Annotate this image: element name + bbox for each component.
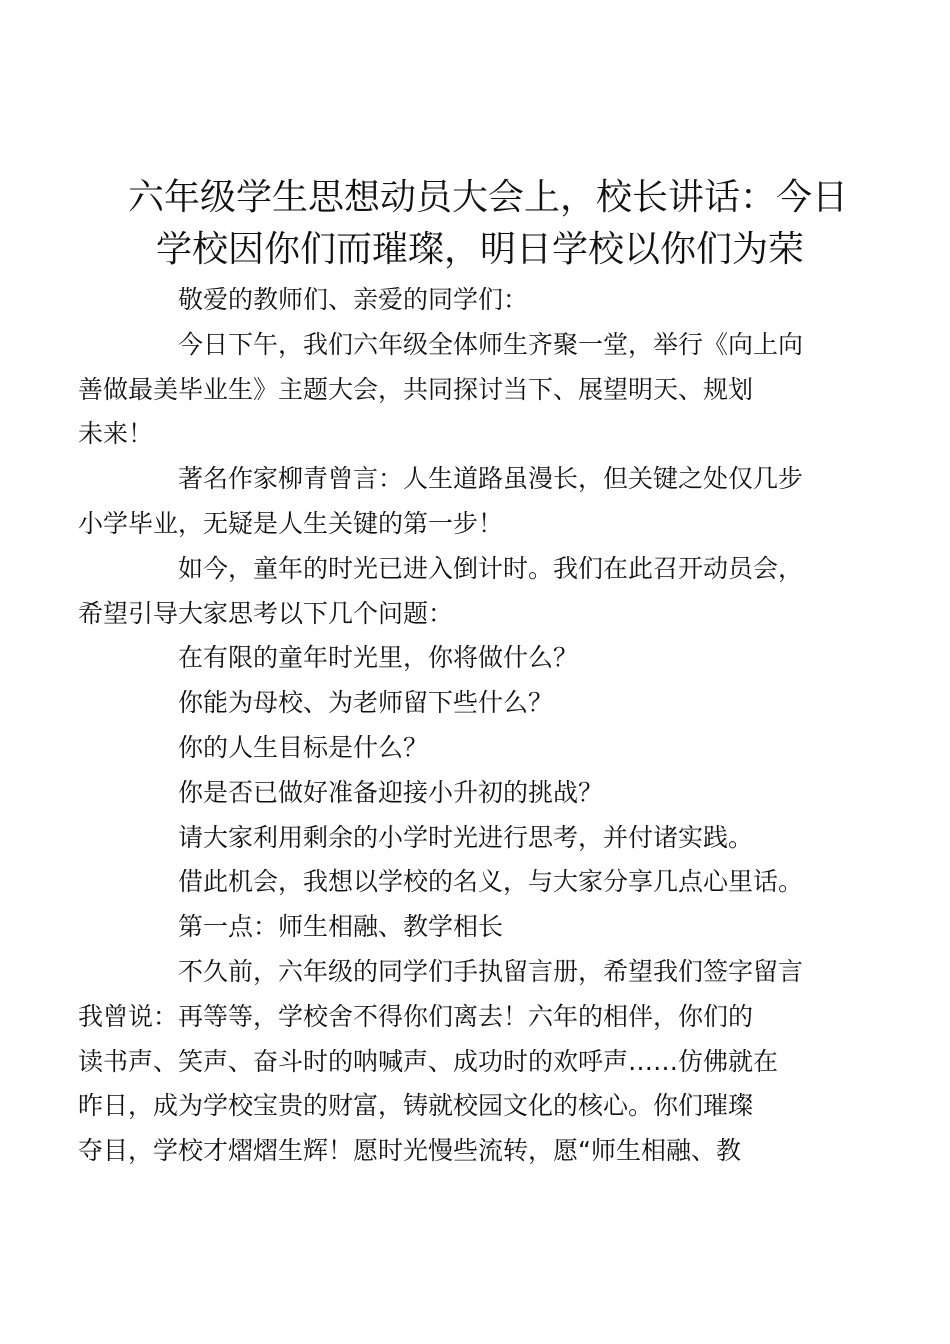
paragraph-line: 夺目，学校才熠熠生辉！愿时光慢些流转，愿“师生相融、教 bbox=[78, 1136, 741, 1166]
paragraph-line: 希望引导大家思考以下几个问题： bbox=[78, 598, 454, 628]
question-item bbox=[128, 771, 832, 816]
paragraph-line: 在有限的童年时光里，你将做什么？ bbox=[178, 643, 579, 673]
paragraph-line: 读书声、笑声、奋斗时的呐喊声、成功时的欢呼声……仿佛就在 bbox=[78, 1046, 779, 1076]
paragraph-line: 善做最美毕业生》主题大会，共同探讨当下、展望明天、规划 bbox=[78, 374, 754, 404]
paragraph-line: 不久前，六年级的同学们手执留言册，希望我们签字留言 bbox=[178, 956, 804, 986]
section-heading bbox=[128, 905, 832, 950]
paragraph-line: 请大家利用剩余的小学时光进行思考，并付诸实践。 bbox=[178, 822, 754, 852]
paragraph-line: 借此机会，我想以学校的名义，与大家分享几点心里话。 bbox=[178, 867, 804, 897]
paragraph-line: 如今，童年的时光已进入倒计时。我们在此召开动员会， bbox=[178, 553, 804, 583]
paragraph-line: 昨日，成为学校宝贵的财富，铸就校园文化的核心。你们璀璨 bbox=[78, 1091, 754, 1121]
paragraph-line: 我曾说：再等等，学校舍不得你们离去！六年的相伴，你们的 bbox=[78, 1001, 754, 1031]
paragraph-line: 小学毕业，无疑是人生关键的第一步！ bbox=[78, 508, 504, 538]
document-body bbox=[78, 278, 832, 1174]
paragraph-line: 你是否已做好准备迎接小升初的挑战？ bbox=[178, 777, 604, 807]
question-item bbox=[128, 726, 832, 771]
paragraph-memories bbox=[78, 950, 832, 1174]
paragraph-quote bbox=[78, 457, 832, 547]
paragraph-line: 今日下午，我们六年级全体师生齐聚一堂，举行《向上向 bbox=[178, 329, 804, 359]
paragraph-line: 第一点：师生相融、教学相长 bbox=[178, 912, 504, 942]
paragraph-line: 敬爱的教师们、亲爱的同学们： bbox=[178, 285, 529, 314]
paragraph-line: 未来！ bbox=[78, 419, 154, 449]
title-line-2: 学校因你们而璀璨，明日学校以你们为荣 bbox=[155, 229, 804, 270]
document-page bbox=[78, 172, 849, 1174]
question-item bbox=[128, 636, 832, 681]
paragraph-share bbox=[128, 860, 832, 905]
paragraph-line: 著名作家柳青曾言：人生道路虽漫长，但关键之处仅几步 bbox=[178, 464, 804, 494]
paragraph-reflect bbox=[128, 816, 832, 861]
paragraph-countdown bbox=[78, 547, 832, 637]
document-title bbox=[128, 172, 849, 276]
paragraph-opening bbox=[78, 323, 832, 457]
paragraph-salutation bbox=[128, 278, 832, 323]
title-line-1: 六年级学生思想动员大会上，校长讲话：今日 bbox=[128, 177, 849, 218]
question-item bbox=[128, 681, 832, 726]
paragraph-line: 你能为母校、为老师留下些什么？ bbox=[178, 688, 554, 718]
paragraph-line: 你的人生目标是什么？ bbox=[178, 732, 429, 762]
